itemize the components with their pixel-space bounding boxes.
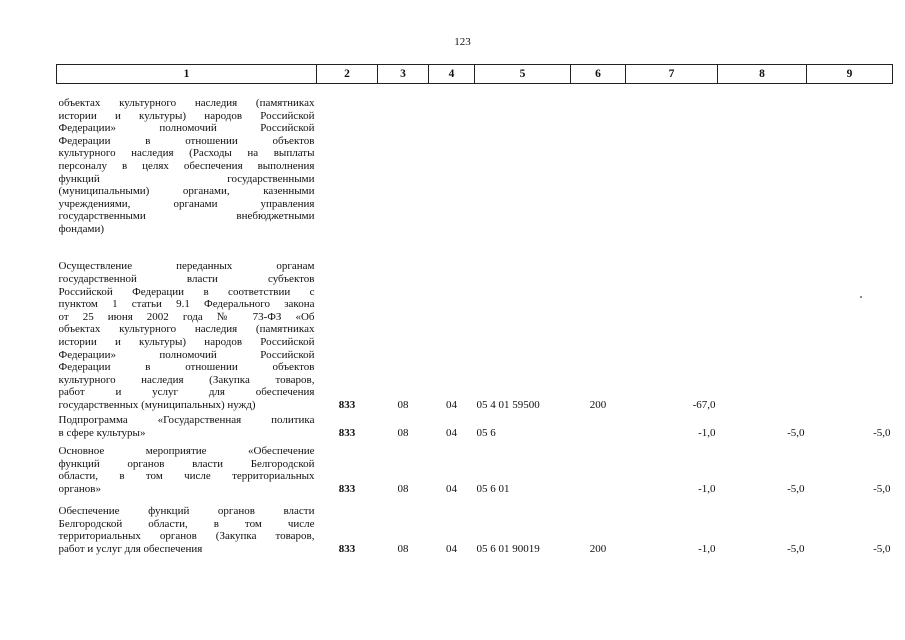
description-line: функций государственными (58, 172, 315, 185)
cell-col-9 (807, 84, 893, 236)
cell-col-9: -5,0 (873, 482, 891, 495)
cell-col-7: -67,0 (692, 398, 716, 411)
column-header-3: 3 (378, 65, 429, 84)
column-header-2: 2 (317, 65, 378, 84)
column-header-8: 8 (718, 65, 807, 84)
cell-col-6 (571, 440, 626, 496)
column-header-4: 4 (429, 65, 475, 84)
row-description (57, 412, 317, 440)
cell-col-6: 200 (589, 398, 607, 411)
row-description (57, 236, 317, 412)
description-line: Осуществление переданных органам (58, 260, 315, 273)
cell-col-7: -1,0 (698, 542, 716, 555)
description-line: Российской Федерации в соответствии с (58, 285, 315, 298)
table-row (57, 412, 893, 440)
description-line: культурного наследия (Расходы на выплаты (58, 147, 315, 160)
cell-col-8: -5,0 (787, 426, 805, 439)
cell-col-4 (429, 84, 475, 236)
cell-col-4: 04 (446, 398, 457, 411)
description-line: культурного наследия (Закупка товаров, (58, 373, 315, 386)
cell-col-3: 08 (397, 398, 409, 411)
cell-col-4: 04 (446, 426, 457, 439)
description-line: области, в том числе территориальных (58, 470, 315, 483)
scan-dot (860, 296, 862, 298)
row-description (57, 440, 317, 496)
description-line: Федерации» полномочий Российской (58, 122, 315, 135)
description-line: от 25 июня 2002 года № 73-ФЗ «Об (58, 310, 315, 323)
description-line: территориальных органов (Закупка товаров, (58, 530, 315, 543)
cell-col-9 (807, 236, 893, 412)
description-line: истории и культуры) народов Российской (58, 335, 315, 348)
table-row (57, 496, 893, 556)
description-line: органов» (58, 482, 101, 495)
column-header-1: 1 (57, 65, 317, 84)
description-line: функций органов власти Белгородской (58, 457, 315, 470)
description-line: государственных (муниципальных) нужд) (58, 398, 256, 411)
description-line: работ и услуг для обеспечения (58, 386, 315, 399)
description-line: объектах культурного наследия (памятниках (58, 323, 315, 336)
cell-col-6 (571, 412, 626, 440)
description-line: персоналу в целях обеспечения выполнения (58, 159, 315, 172)
description-line: работ и услуг для обеспечения (58, 542, 203, 555)
row-description (57, 496, 317, 556)
description-line: Федерации» полномочий Российской (58, 348, 315, 361)
cell-col-5: 05 4 01 59500 (476, 398, 540, 411)
cell-col-8 (718, 236, 807, 412)
description-line: (муниципальными) органами, казенными (58, 185, 315, 198)
cell-col-4: 04 (446, 542, 457, 555)
table-row (57, 440, 893, 496)
cell-col-6: 200 (589, 542, 607, 555)
cell-col-3: 08 (397, 426, 409, 439)
column-header-7: 7 (626, 65, 718, 84)
description-line: Белгородской области, в том числе (58, 517, 315, 530)
description-line: учреждениями, органами управления (58, 197, 315, 210)
description-line: Федерации в отношении объектов (58, 134, 315, 147)
cell-col-2: 833 (338, 426, 356, 439)
description-line: объектах культурного наследия (памятниках (58, 96, 315, 109)
cell-col-7: -1,0 (698, 482, 716, 495)
cell-col-8: -5,0 (787, 542, 805, 555)
description-line: истории и культуры) народов Российской (58, 109, 315, 122)
budget-table (56, 64, 893, 556)
cell-col-8: -5,0 (787, 482, 805, 495)
table-header-row (57, 65, 893, 84)
description-line: Основное мероприятие «Обеспечение (58, 445, 315, 458)
cell-col-2 (317, 84, 378, 236)
description-line: Обеспечение функций органов власти (58, 505, 315, 518)
cell-col-5: 05 6 01 (476, 482, 510, 495)
cell-col-7 (626, 84, 718, 236)
description-line: государственными внебюджетными (58, 210, 315, 223)
cell-col-2: 833 (338, 482, 356, 495)
cell-col-3: 08 (397, 482, 409, 495)
cell-col-5: 05 6 (476, 426, 496, 439)
cell-col-2: 833 (338, 542, 356, 555)
cell-col-3: 08 (397, 542, 409, 555)
cell-col-4: 04 (446, 482, 457, 495)
description-line: Федерации в отношении объектов (58, 361, 315, 374)
column-header-9: 9 (807, 65, 893, 84)
cell-col-9: -5,0 (873, 426, 891, 439)
description-line: в сфере культуры» (58, 426, 146, 439)
description-line: пунктом 1 статьи 9.1 Федерального закона (58, 298, 315, 311)
page-number: 123 (454, 36, 471, 48)
cell-col-5: 05 6 01 90019 (476, 542, 540, 555)
description-line: фондами) (58, 222, 105, 235)
row-description (57, 84, 317, 236)
column-header-6: 6 (571, 65, 626, 84)
table-row (57, 84, 893, 236)
table-row (57, 236, 893, 412)
table-body (57, 84, 893, 556)
cell-col-7: -1,0 (698, 426, 716, 439)
column-header-5: 5 (475, 65, 571, 84)
cell-col-6 (571, 84, 626, 236)
cell-col-3 (378, 84, 429, 236)
cell-col-2: 833 (338, 398, 356, 411)
cell-col-8 (718, 84, 807, 236)
description-line: Подпрограмма «Государственная политика (58, 414, 315, 427)
description-line: государственной власти субъектов (58, 272, 315, 285)
cell-col-9: -5,0 (873, 542, 891, 555)
cell-col-5 (475, 84, 571, 236)
